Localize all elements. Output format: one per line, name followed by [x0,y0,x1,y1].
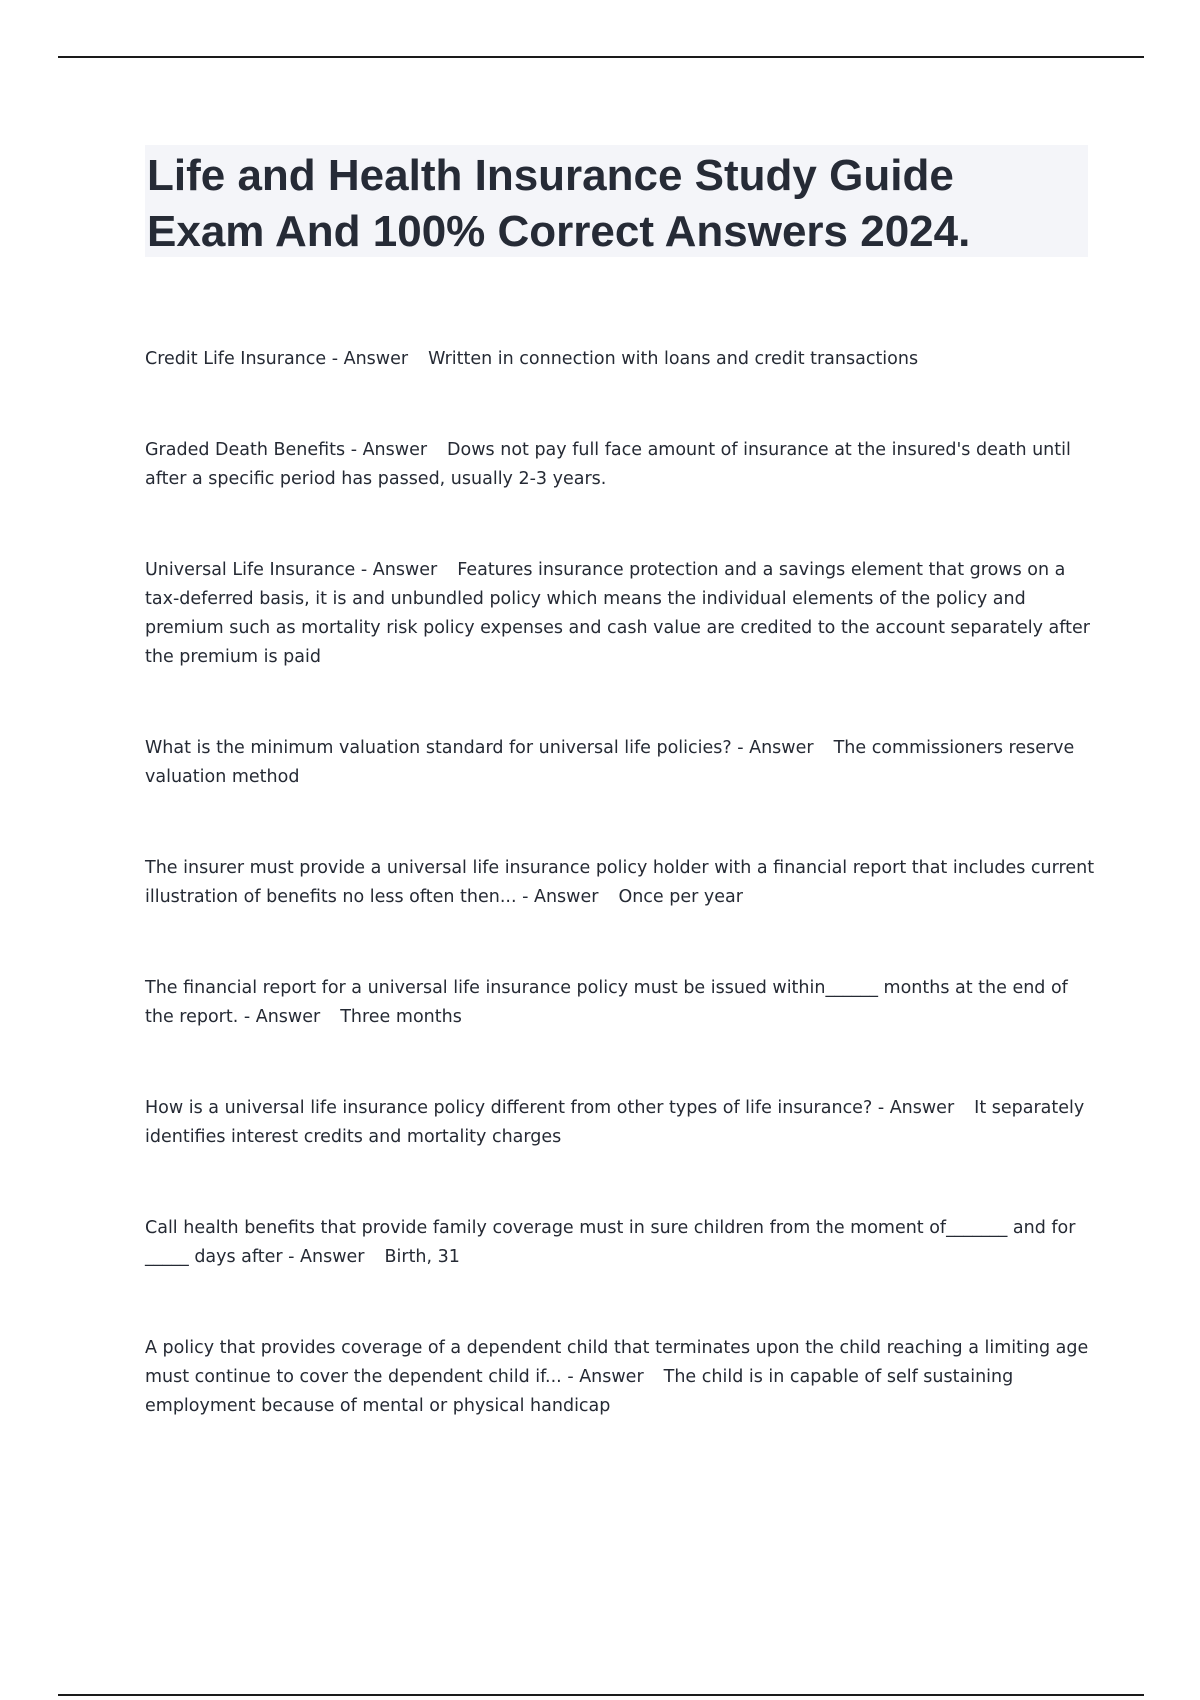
title-line-1: Life and Health Insurance Study Guide [147,151,954,200]
qa-question: The insurer must provide a universal life insurance policy holder with a financial report that includes current illustration of benefits no less often then... [145,858,1095,907]
qa-answer-label: - Answer [731,738,814,758]
qa-item [145,345,1095,374]
qa-answer-label: - Answer [872,1098,955,1118]
qa-answer-label: - Answer [326,349,409,369]
qa-answer: Dows not pay full face amount of insurance at the insured's death until after a specific period has passed, usually 2-3 years. [145,440,1071,489]
qa-item [145,556,1095,672]
qa-answer-label: - Answer [345,440,428,460]
qa-answer: Once per year [618,887,743,907]
bottom-rule [58,1694,1144,1696]
qa-answer: It separately identifies interest credits and mortality charges [145,1098,1085,1147]
qa-answer: The commissioners reserve valuation method [145,738,1075,787]
qa-question: What is the minimum valuation standard for universal life policies? [145,738,732,758]
qa-question: Universal Life Insurance [145,560,356,580]
qa-list [145,345,1095,1421]
qa-answer: Birth, 31 [384,1247,460,1267]
qa-item [145,436,1095,494]
qa-question: The financial report for a universal life insurance policy must be issued within______ months at the end of the report. [145,978,1068,1027]
qa-answer-label: - Answer [561,1367,644,1387]
qa-question: A policy that provides coverage of a dependent child that terminates upon the child reaching a limiting age must continue to cover the dependent child if... [145,1338,1089,1387]
top-rule [58,56,1144,58]
qa-item [145,854,1095,912]
qa-question: How is a universal life insurance policy different from other types of life insurance? [145,1098,873,1118]
document-title [145,145,1088,257]
qa-answer: The child is in capable of self sustaining employment because of mental or physical handicap [145,1367,1014,1416]
qa-answer-label: - Answer [355,560,438,580]
qa-question: Credit Life Insurance [145,349,327,369]
qa-answer-label: - Answer [282,1247,365,1267]
qa-item [145,734,1095,792]
qa-question: Call health benefits that provide family coverage must in sure children from the moment of_______ and for _____ days after [145,1218,1076,1267]
qa-answer-label: - Answer [238,1007,321,1027]
qa-item [145,1094,1095,1152]
qa-item [145,1334,1095,1421]
qa-answer: Three months [340,1007,462,1027]
qa-question: Graded Death Benefits [145,440,346,460]
qa-answer: Features insurance protection and a savings element that grows on a tax-deferred basis, it is and unbundled policy which means the individual elements of the policy and premium such as mortality risk policy expenses and cash value are credited to the account separately after the premium is paid [145,560,1090,667]
qa-answer: Written in connection with loans and credit transactions [428,349,919,369]
qa-item [145,1214,1095,1272]
title-line-2: Exam And 100% Correct Answers 2024. [147,207,971,256]
qa-answer-label: - Answer [516,887,599,907]
qa-item [145,974,1095,1032]
